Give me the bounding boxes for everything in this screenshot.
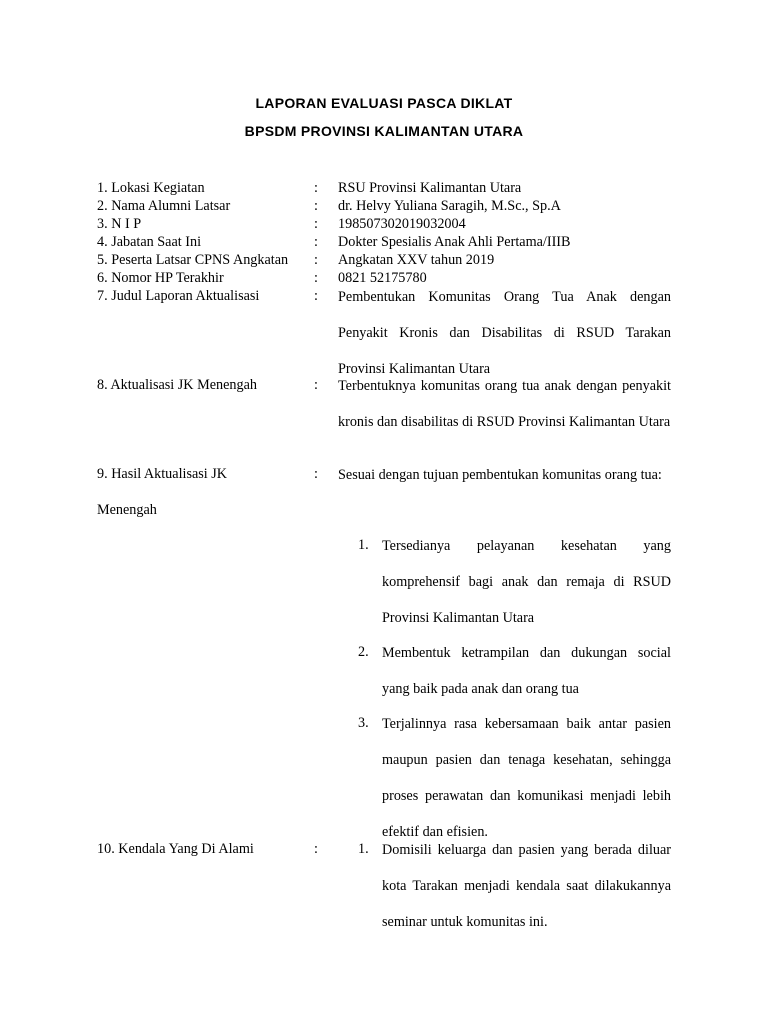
list-item-text: Tersedianya pelayanan kesehatan yang komprehensif bagi anak dan remaja di RSUD Provinsi Kalimantan Utara: [382, 538, 671, 626]
field-colon: :: [314, 234, 318, 250]
field-label-hasil-cont: Menengah: [97, 502, 157, 518]
field-colon: :: [314, 270, 318, 286]
document-title: LAPORAN EVALUASI PASCA DIKLAT: [255, 95, 513, 111]
field-colon: :: [314, 466, 318, 482]
field-colon: :: [314, 288, 318, 304]
field-value-hasil: Sesuai dengan tujuan pembentukan komunitas orang tua:: [338, 467, 662, 483]
list-item-number: 2.: [358, 644, 369, 660]
field-label-nama: 2. Nama Alumni Latsar: [97, 198, 231, 214]
field-label-hasil: 9. Hasil Aktualisasi JK: [97, 466, 228, 482]
field-colon: :: [314, 377, 318, 393]
list-item-text: Domisili keluarga dan pasien yang berada diluar kota Tarakan menjadi kendala saat dilakukannya seminar untuk komunitas ini.: [382, 842, 671, 930]
field-value-jabatan: Dokter Spesialis Anak Ahli Pertama/IIIB: [338, 234, 571, 250]
field-colon: :: [314, 180, 318, 196]
document-subtitle: BPSDM PROVINSI KALIMANTAN UTARA: [244, 123, 524, 139]
field-label-lokasi: 1. Lokasi Kegiatan: [97, 180, 205, 196]
field-colon: :: [314, 198, 318, 214]
field-label-jabatan: 4. Jabatan Saat Ini: [97, 234, 202, 250]
field-colon: :: [314, 252, 318, 268]
field-value-aktualisasi: Terbentuknya komunitas orang tua anak dengan penyakit kronis dan disabilitas di RSUD Provinsi Kalimantan Utara: [338, 378, 671, 430]
field-value-angkatan: Angkatan XXV tahun 2019: [338, 252, 495, 268]
field-colon: :: [314, 841, 318, 857]
field-label-aktualisasi: 8. Aktualisasi JK Menengah: [97, 377, 257, 393]
list-item-number: 3.: [358, 715, 369, 731]
field-label-angkatan: 5. Peserta Latsar CPNS Angkatan: [97, 252, 289, 268]
field-value-nomor-hp: 0821 52175780: [338, 270, 427, 286]
field-label-nomor-hp: 6. Nomor HP Terakhir: [97, 270, 224, 286]
list-item-text: Membentuk ketrampilan dan dukungan social yang baik pada anak dan orang tua: [382, 645, 671, 697]
field-value-lokasi: RSU Provinsi Kalimantan Utara: [338, 180, 522, 196]
list-item-number: 1.: [358, 537, 369, 553]
field-label-kendala: 10. Kendala Yang Di Alami: [97, 841, 254, 857]
list-item-number: 1.: [358, 841, 369, 857]
list-item-text: Terjalinnya rasa kebersamaan baik antar pasien maupun pasien dan tenaga kesehatan, sehingga proses perawatan dan komunikasi menjadi lebih efektif dan efisien.: [382, 716, 671, 840]
field-value-nip: 198507302019032004: [338, 216, 466, 232]
field-value-judul: Pembentukan Komunitas Orang Tua Anak dengan Penyakit Kronis dan Disabilitas di RSUD Tarakan Provinsi Kalimantan Utara: [338, 289, 671, 377]
field-colon: :: [314, 216, 318, 232]
field-label-judul: 7. Judul Laporan Aktualisasi: [97, 288, 260, 304]
field-label-nip: 3. N I P: [97, 216, 142, 232]
field-value-nama: dr. Helvy Yuliana Saragih, M.Sc., Sp.A: [338, 198, 561, 214]
